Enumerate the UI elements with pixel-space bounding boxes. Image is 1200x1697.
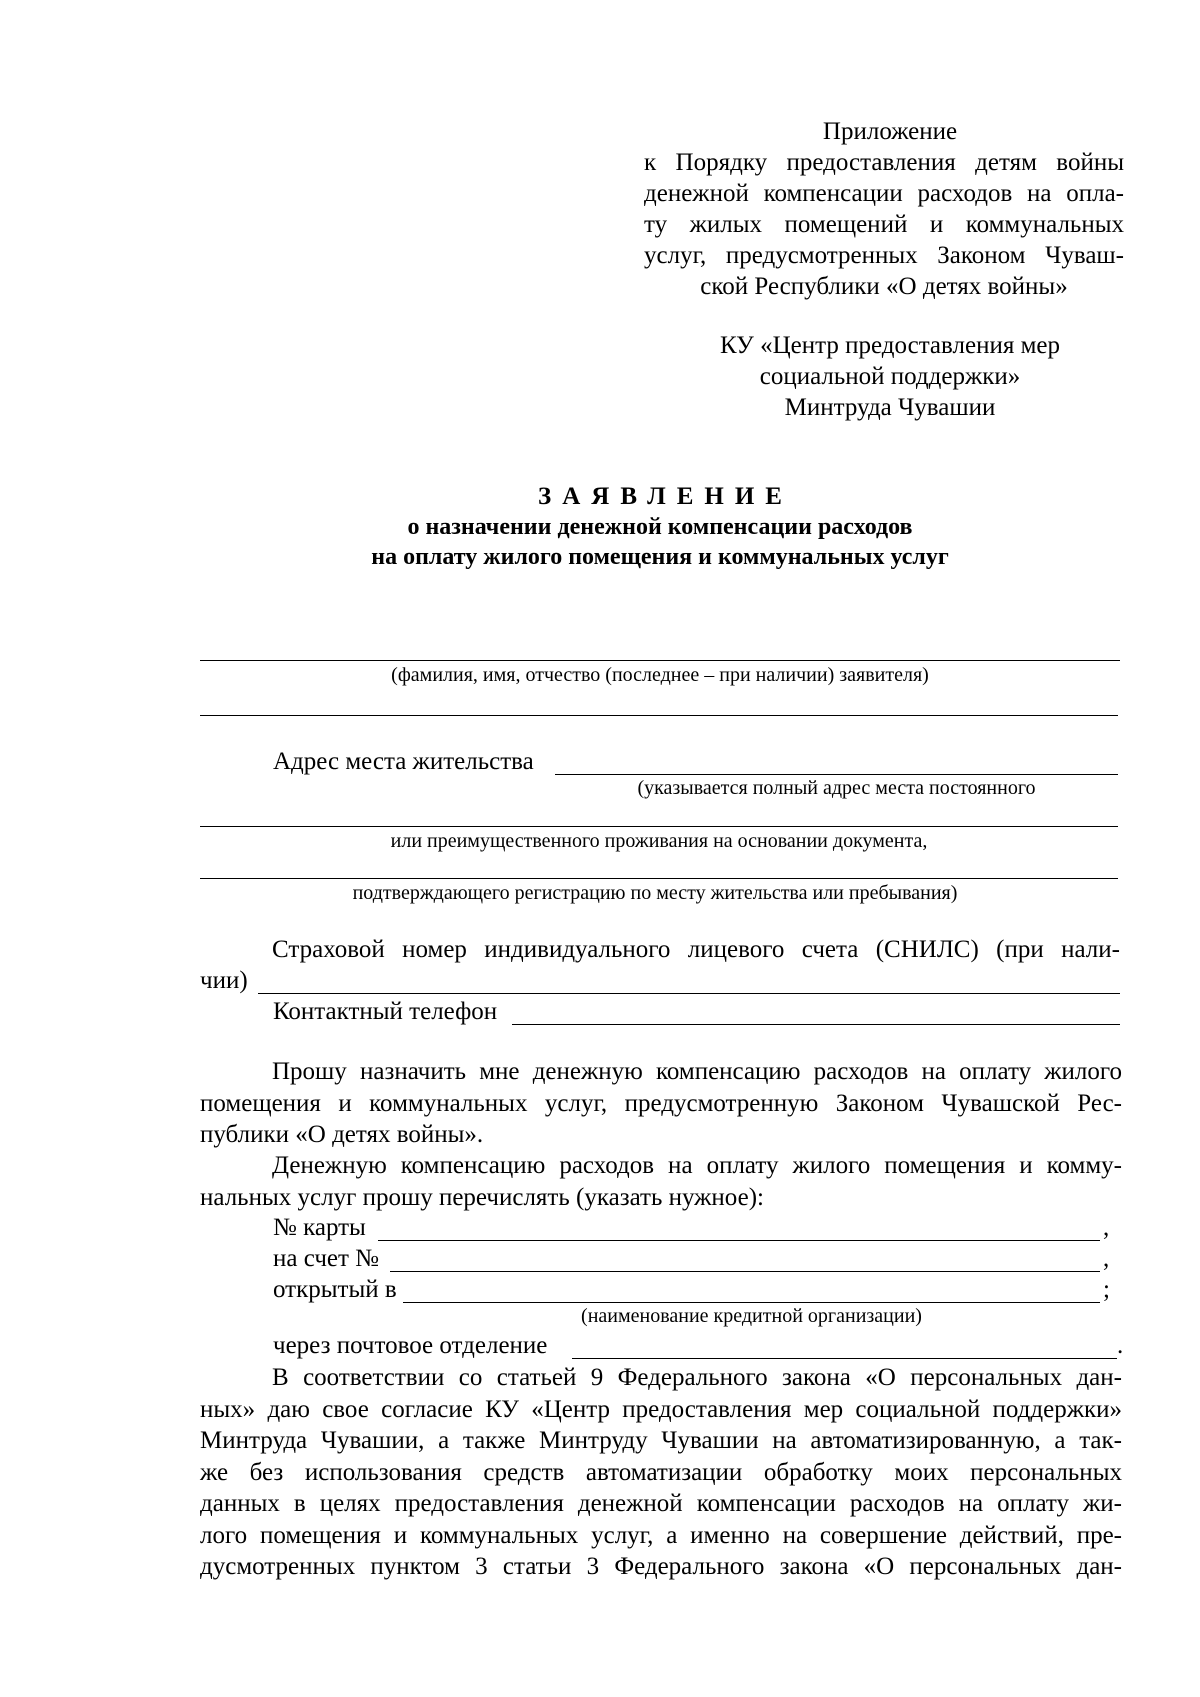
address-line-2[interactable] (200, 826, 1118, 827)
card-number-line[interactable] (378, 1240, 1100, 1241)
appendix-heading: Приложение (822, 118, 958, 145)
fio-caption: (фамилия, имя, отчество (последнее – при наличии) заявителя) (391, 664, 929, 686)
appendix-line: денежной компенсации расходов на опла- (644, 180, 1124, 207)
title-sub: о назначении денежной компенсации расходов (407, 514, 913, 540)
snils-label (200, 934, 1120, 966)
account-number-line[interactable] (390, 1271, 1100, 1272)
address-line[interactable] (555, 774, 1118, 775)
phone-line[interactable] (512, 1024, 1120, 1025)
request-line: Прошу назначить мне денежную компенсацию расходов на оплату жилого (272, 1058, 1122, 1085)
bank-caption: (наименование кредитной организации) (581, 1305, 922, 1327)
consent-line: данных в целях предоставления денежной компенсации расходов на оплату жи- (200, 1490, 1122, 1517)
card-punct: , (1103, 1214, 1110, 1241)
recipient-line: КУ «Центр предоставления мер (719, 332, 1060, 359)
payment-line: нальных услуг прошу перечислять (указать нужное): (200, 1183, 764, 1211)
consent-line: Минтруда Чувашии, а также Минтруду Чувашии на автоматизированную, а так- (200, 1427, 1122, 1454)
address-caption: или преимущественного проживания на основании документа, (390, 830, 928, 852)
payment-paragraph (200, 1150, 1122, 1213)
recipient-line: социальной поддержки» (759, 363, 1021, 390)
account-punct: , (1103, 1245, 1110, 1272)
snils-line[interactable] (258, 993, 1120, 994)
appendix-line: к Порядку предоставления детям войны (644, 149, 1124, 176)
address-label: Адрес места жительства (273, 748, 534, 775)
fio-line[interactable] (200, 660, 1120, 661)
appendix-line: ской Республики «О детях войны» (700, 273, 1068, 300)
address-caption: (указывается полный адрес места постоянного (637, 777, 1036, 799)
consent-line: же без использования средств автоматизации обработку моих персональных (200, 1458, 1122, 1486)
consent-line: лого помещения и коммунальных услуг, а именно на совершение действий, пре- (200, 1521, 1122, 1549)
appendix-block (644, 116, 1124, 302)
bank-name-line[interactable] (403, 1302, 1100, 1303)
snils-label-end: чии) (200, 967, 248, 994)
opened-label: открытый в (273, 1276, 397, 1303)
address-caption: подтверждающего регистрацию по месту жительства или пребывания) (352, 882, 958, 904)
consent-line: В соответствии со статьей 9 Федерального закона «О персональных дан- (272, 1364, 1122, 1391)
request-line: помещения и коммунальных услуг, предусмотренную Законом Чувашской Рес- (200, 1089, 1122, 1117)
recipient-line: Минтруда Чувашии (784, 394, 996, 421)
request-line: публики «О детях войны». (200, 1121, 484, 1148)
account-label: на счет № (273, 1245, 380, 1272)
consent-line: ных» даю свое согласие КУ «Центр предоставления мер социальной поддержки» (200, 1395, 1122, 1423)
fio-line-2[interactable] (200, 715, 1118, 716)
snils-label-text: Страховой номер индивидуального лицевого счета (СНИЛС) (при нали- (272, 936, 1120, 963)
card-label: № карты (273, 1214, 366, 1241)
consent-line: дусмотренных пунктом 3 статьи 3 Федерального закона «О персональных дан- (200, 1553, 1122, 1580)
document-title (200, 482, 1120, 572)
title-sub: на оплату жилого помещения и коммунальных услуг (371, 544, 949, 570)
post-punct: . (1117, 1332, 1124, 1359)
request-paragraph (200, 1056, 1122, 1151)
appendix-line: ту жилых помещений и коммунальных (644, 211, 1124, 238)
post-office-line[interactable] (572, 1358, 1117, 1359)
opened-punct: ; (1103, 1276, 1110, 1303)
appendix-line: услуг, предусмотренных Законом Чуваш- (644, 242, 1124, 269)
phone-label: Контактный телефон (273, 998, 498, 1025)
payment-line: Денежную компенсацию расходов на оплату жилого помещения и комму- (272, 1152, 1122, 1179)
title-main: ЗАЯВЛЕНИЕ (538, 483, 793, 510)
address-line-3[interactable] (200, 878, 1118, 879)
recipient-block (680, 330, 1100, 423)
consent-paragraph (200, 1362, 1122, 1583)
post-label: через почтовое отделение (273, 1332, 548, 1359)
